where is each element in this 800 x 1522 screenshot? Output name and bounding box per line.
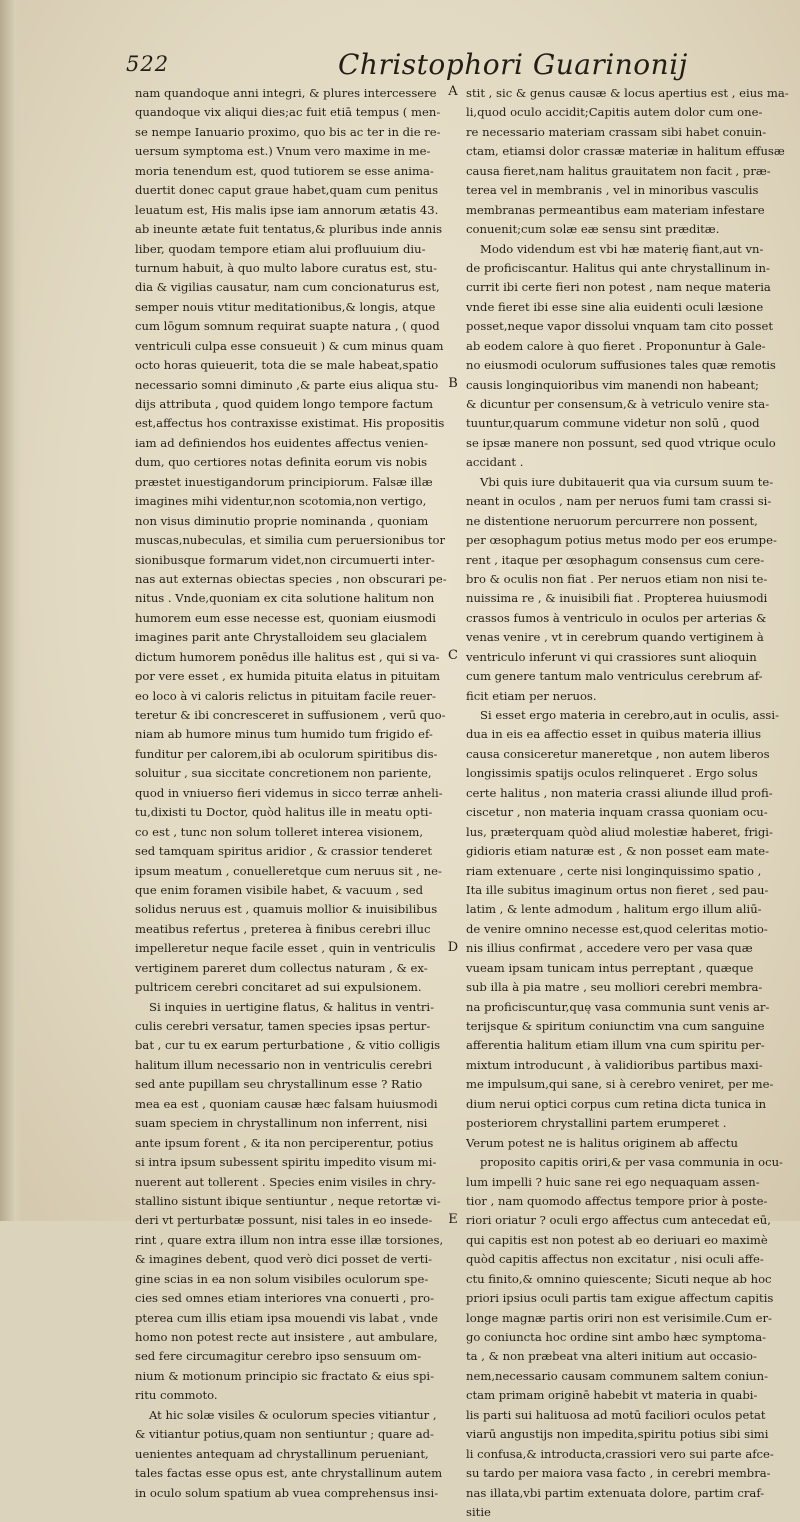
page-number: 522 <box>126 52 170 76</box>
text-line: nam quandoque anni integri, & plures intercessere <box>135 86 437 100</box>
text-line: necessario somni diminuto ,& parte eius aliqua stu- <box>135 377 439 392</box>
text-line: se ipsæ manere non possunt, sed quod vtrique oculo <box>466 435 776 450</box>
text-line: dium nerui optici corpus cum retina dicta tunica in <box>466 1096 767 1111</box>
text-line: crassos fumos à ventriculo in oculos per arterias & <box>466 610 767 625</box>
text-line: ctu finito,& omnino quiescente; Sicuti neque ab hoc <box>466 1271 772 1286</box>
text-line: go coniuncta hoc ordine sint ambo hæc symptoma- <box>466 1330 767 1344</box>
text-line: non visus diminutio proprie nominanda , quoniam <box>135 513 429 528</box>
text-line: proposito capitis oriri,& per vasa communia in ocu- <box>480 1155 783 1170</box>
text-line: culis cerebri versatur, tamen species ipsas pertur- <box>135 1019 431 1033</box>
text-line: meatibus refertus , preterea à finibus cerebri illuc <box>135 921 431 936</box>
text-line: ipsum meatum , conuelleretque cum neruus sit , ne- <box>135 863 442 878</box>
text-line: posteriorem chrystallini partem erumperet . <box>466 1116 727 1131</box>
binding-shadow <box>0 0 22 1221</box>
text-line: gine scias in ea non solum visibiles oculorum spe- <box>135 1271 429 1286</box>
text-line: pultricem cerebri concitaret ad sui expulsionem. <box>135 980 422 995</box>
text-line: semper nouis vtitur meditationibus,& longis, atque <box>135 299 436 314</box>
text-line: re necessario materiam crassam sibi habet conuin- <box>466 124 767 139</box>
text-line: nas illata,vbi partim extenuata dolore, partim craf- <box>466 1485 765 1500</box>
text-line: currit ibi certe fieri non potest , nam neque materia <box>466 280 771 295</box>
text-line: Vbi quis iure dubitauerit qua via cursum suum te- <box>480 474 774 489</box>
text-line: riam extenuare , certe nisi longinquissimo spatio , <box>466 863 762 878</box>
text-line: ab eodem calore à quo fieret . Proponuntur à Gale- <box>466 338 766 353</box>
text-line: nis illius confirmat , accedere vero per vasa quæ <box>466 941 753 956</box>
text-line: stit , sic & genus causæ & locus apertius est , eius ma- <box>466 86 789 100</box>
text-line: se nempe Ianuario proximo, quo bis ac ter in die re- <box>135 124 441 139</box>
text-line: bat , cur tu ex earum perturbatione , & vitio colligis <box>135 1038 441 1053</box>
text-line: tuuntur,quarum commune videtur non solū , quod <box>466 416 760 431</box>
text-line: tior , nam quomodo affectus tempore prior à poste- <box>466 1193 768 1208</box>
text-line: membranas permeantibus eam materiam infestare <box>466 202 765 217</box>
text-line: imagines mihi videntur,non scotomia,non vertigo, <box>135 494 427 509</box>
text-line: posset,neque vapor dissolui vnquam tam cito posset <box>466 319 774 334</box>
text-line: niam ab humore minus tum humido tum frigido ef- <box>135 727 433 742</box>
right-text-column <box>466 84 789 1522</box>
text-line: nem,necessario causam communem saltem coniun- <box>466 1368 769 1383</box>
text-line: rint , quare extra illum non intra esse illæ torsiones, <box>135 1232 444 1247</box>
text-line: afferentia halitum etiam illum vna cum spiritu per- <box>466 1038 765 1053</box>
text-line: leuatum est, His malis ipse iam annorum ætatis 43. <box>135 202 439 217</box>
text-line: nitus . Vnde,quoniam ex cita solutione halitum non <box>135 591 435 606</box>
text-line: nium & motionum principio sic fractato & eius spi- <box>135 1368 435 1383</box>
text-line: ciscetur , non materia inquam crassa quoniam ocu- <box>466 805 768 820</box>
text-line: me impulsum,qui sane, si à cerebro veniret, per me- <box>466 1077 774 1092</box>
text-line: Si esset ergo materia in cerebro,aut in oculis, assi- <box>480 708 780 722</box>
text-line: co est , tunc non solum tolleret interea visionem, <box>135 824 424 839</box>
text-line: que enim foramen visibile habet, & vacuum , sed <box>135 882 424 897</box>
text-line: dua in eis ea affectio esset in quibus materia illius <box>466 727 762 742</box>
margin-letter: B <box>448 375 458 391</box>
text-line: deri vt perturbatæ possunt, nisi tales in eo insede- <box>135 1213 433 1228</box>
text-line: & imagines debent, quod verò dici posset de verti- <box>135 1252 433 1267</box>
text-line: lis parti sui halituosa ad motū faciliori oculos petat <box>466 1407 766 1422</box>
text-line: humorem eum esse necesse est, quoniam eiusmodi <box>135 610 436 625</box>
text-line: terijsque & spiritum coniunctim vna cum sanguine <box>466 1019 765 1033</box>
text-line: & dicuntur per consensum,& à vetriculo venire sta- <box>466 397 770 411</box>
text-line: ab ineunte ætate fuit tentatus,& pluribus inde annis <box>135 222 443 237</box>
text-line: imagines parit ante Chrystalloidem seu glacialem <box>135 630 427 645</box>
text-line: sub illa à pia matre , seu molliori cerebri membra- <box>466 980 763 995</box>
text-line: homo non potest recte aut insistere , aut ambulare, <box>135 1330 438 1344</box>
text-line: funditur per calorem,ibi ab oculorum spiritibus dis- <box>135 746 438 761</box>
text-line: dum, quo certiores notas definita eorum vis nobis <box>135 455 428 470</box>
text-line: est,affectus hos contraxisse existimat. His propositis <box>135 416 445 431</box>
text-line: neant in oculos , nam per neruos fumi tam crassi si- <box>466 494 772 509</box>
running-head: Christophori Guarinonij <box>338 48 688 81</box>
text-line: impelleretur neque facile esset , quin in ventriculis <box>135 941 436 956</box>
text-line: eo loco à vi caloris relictus in pituitam facile reuer- <box>135 688 436 703</box>
text-line: venas venire , vt in cerebrum quando vertiginem à <box>466 630 764 645</box>
text-line: moria tenendum est, quod tutiorem se esse anima- <box>135 163 434 178</box>
text-line: ritu commoto. <box>135 1388 218 1403</box>
text-line: accidant . <box>466 455 524 470</box>
text-line: mixtum introducunt , à validioribus partibus maxi- <box>466 1057 763 1072</box>
bleed-through <box>500 1172 740 1190</box>
text-line: soluitur , sua siccitate concretionem non pariente, <box>135 766 432 781</box>
text-line: gidioris etiam naturæ est , & non posset eam mate- <box>466 844 770 859</box>
text-line: cies sed omnes etiam interiores vna conuerti , pro- <box>135 1291 435 1306</box>
text-line: quandoque vix aliqui dies;ac fuit etiā tempus ( men- <box>135 105 441 120</box>
text-line: præstet inuestigandorum principiorum. Falsæ illæ <box>135 474 433 489</box>
text-line: causa consiceretur maneretque , non autem liberos <box>466 746 770 761</box>
text-line: quòd capitis affectus non excitatur , nisi oculi affe- <box>466 1252 764 1267</box>
text-line: terea vel in membranis , vel in minoribus vasculis <box>466 183 759 198</box>
text-line: lum impelli ? huic sane rei ego nequaquam assen- <box>466 1174 760 1189</box>
margin-letter: E <box>448 1212 458 1228</box>
text-line: teretur & ibi concresceret in suffusionem , verū quo- <box>135 708 446 722</box>
text-line: halitum illum necessario non in ventriculis cerebri <box>135 1057 432 1072</box>
text-line: sitie <box>466 1504 491 1519</box>
text-line: sionibusque formarum videt,non circumuerti inter- <box>135 552 435 567</box>
text-line: ta , & non præbeat vna alteri initium aut occasio- <box>466 1349 757 1364</box>
text-line: ventriculo inferunt vi qui crassiores sunt alioquin <box>466 649 757 664</box>
text-line: tu,dixisti tu Doctor, quòd halitus ille in meatu opti- <box>135 805 433 820</box>
text-line: ctam primam originē habebit vt materia in quabi- <box>466 1388 758 1403</box>
text-line: riori oriatur ? oculi ergo affectus cum antecedat eū, <box>466 1213 771 1228</box>
text-line: dia & vigilias causatur, nam cum concionaturus est, <box>135 280 440 295</box>
text-line: no eiusmodi oculorum suffusiones tales quæ remotis <box>466 358 776 373</box>
text-line: ante ipsum forent , & ita non perciperentur, potius <box>135 1135 434 1150</box>
text-line: de proficiscantur. Halitus qui ante chrystallinum in- <box>466 260 770 275</box>
text-line: per œsophagum potius metus modo per eos erumpe- <box>466 533 777 548</box>
text-line: iam ad definiendos hos euidentes affectus venien- <box>135 435 428 450</box>
text-line: su tardo per maiora vasa facto , in cerebri membra- <box>466 1466 771 1481</box>
text-line: quod in vniuerso fieri videmus in sicco terræ anheli- <box>135 785 443 800</box>
text-line: causa fieret,nam halitus grauitatem non facit , præ- <box>466 163 771 178</box>
text-line: priori ipsius oculi partis tam exigue affectum capitis <box>466 1291 774 1306</box>
text-line: rent , itaque per œsophagum consensus cum cere- <box>466 552 765 567</box>
text-line: & vitiantur potius,quam non sentiuntur ; quare ad- <box>135 1427 434 1442</box>
text-line: por vere esset , ex humida pituita elatus in pituitam <box>135 669 441 684</box>
text-line: octo horas quieuerit, tota die se male habeat,spatio <box>135 358 439 373</box>
text-line: nas aut externas obiectas species , non obscurari pe- <box>135 571 447 586</box>
text-line: conuenit;cum solæ eæ sensu sint præditæ. <box>466 222 720 237</box>
text-line: nuerent aut tollerent . Species enim visiles in chry- <box>135 1174 436 1189</box>
text-line: certe halitus , non materia crassi aliunde illud profi- <box>466 785 773 800</box>
text-line: solidus neruus est , quamuis mollior & inuisibilibus <box>135 902 438 917</box>
text-line: sed tamquam spiritus aridior , & crassior tenderet <box>135 844 433 859</box>
text-line: li,quod oculo accidit;Capitis autem dolor cum one- <box>466 105 763 120</box>
text-line: dictum humorem ponēdus ille halitus est , qui si va- <box>135 649 440 664</box>
text-line: longe magnæ partis oriri non est verisimile.Cum er- <box>466 1310 772 1325</box>
text-line: cum lōgum somnum requirat suapte natura , ( quod <box>135 319 440 334</box>
text-line: mea ea est , quoniam causæ hæc falsam huiusmodi <box>135 1096 438 1111</box>
text-line: in oculo solum spatium ab vuea comprehensus insi- <box>135 1485 439 1500</box>
text-line: cum genere tantum malo ventriculus cerebrum af- <box>466 669 763 684</box>
margin-letters <box>444 84 462 1228</box>
text-line: Modo videndum est vbi hæ materię fiant,aut vn- <box>480 241 764 256</box>
text-line: Verum potest ne is halitus originem ab affectu <box>466 1135 738 1150</box>
text-line: stallino sistunt ibique sentiuntur , neque retortæ vi- <box>135 1193 441 1208</box>
text-line: viarū angustijs non impedita,spiritu potius sibi simi <box>466 1427 769 1442</box>
text-line: dijs attributa , quod quidem longo tempore factum <box>135 397 433 411</box>
text-line: suam speciem in chrystallinum non inferrent, nisi <box>135 1116 428 1131</box>
text-line: si intra ipsum subessent spiritu impedito visum mi- <box>135 1155 437 1170</box>
margin-letter: D <box>447 939 459 955</box>
text-line: lus, præterquam quòd aliud molestiæ haberet, frigi- <box>466 824 773 839</box>
text-line: longissimis spatijs oculos relinqueret . Ergo solus <box>466 766 758 781</box>
text-line: duertit donec caput graue habet,quam cum penitus <box>135 183 439 198</box>
text-line: turnum habuit, à quo multo labore curatus est, stu- <box>135 260 438 275</box>
text-line: vertiginem pareret dum collectus naturam , & ex- <box>135 960 428 975</box>
margin-letter: C <box>448 648 458 664</box>
text-line: bro & oculis non fiat . Per neruos etiam non nisi te- <box>466 571 768 586</box>
left-text-column <box>135 84 453 1503</box>
text-line: tales factas esse opus est, ante chrystallinum autem <box>135 1466 443 1481</box>
margin-letter: A <box>448 84 458 99</box>
page-header <box>0 0 800 90</box>
text-line: ctam, etiamsi dolor crassæ materiæ in halitum effusæ <box>466 144 785 159</box>
text-line: li confusa,& introducta,crassiori vero sui parte afce- <box>466 1446 774 1461</box>
text-line: ficit etiam per neruos. <box>466 688 597 703</box>
text-line: Ita ille subitus imaginum ortus non fieret , sed pau- <box>466 882 769 897</box>
text-line: ventriculi culpa esse consueuit ) & cum minus quam <box>135 338 444 353</box>
text-line: uenientes antequam ad chrystallinum perueniant, <box>135 1446 429 1461</box>
text-line: uersum symptoma est.) Vnum vero maxime in me- <box>135 144 431 159</box>
text-line: latim , & lente admodum , halitum ergo illum aliū- <box>466 902 762 917</box>
text-line: sed ante pupillam seu chrystallinum esse ? Ratio <box>135 1077 423 1092</box>
text-line: de venire omnino necesse est,quod celeritas motio- <box>466 921 768 936</box>
text-line: Si inquies in uertigine flatus, & halitus in ventri- <box>149 999 435 1014</box>
text-line: na proficiscuntur,quę vasa communia sunt venis ar- <box>466 999 770 1014</box>
text-line: qui capitis est non potest ab eo deriuari eo maximè <box>466 1232 768 1247</box>
text-line: liber, quodam tempore etiam alui profluuium diu- <box>135 241 426 256</box>
text-line: ne distentione neruorum percurrere non possent, <box>466 513 758 528</box>
text-line: causis longinquioribus vim manendi non habeant; <box>466 377 759 392</box>
text-line: At hic solæ visiles & oculorum species vitiantur , <box>149 1407 437 1422</box>
text-line: nuissima re , & inuisibili fiat . Propterea huiusmodi <box>466 591 768 606</box>
text-line: muscas,nubeculas, et similia cum peruersionibus tor <box>135 533 445 548</box>
text-line: pterea cum illis etiam ipsa mouendi vis labat , vnde <box>135 1310 438 1325</box>
text-line: sed fere circumagitur cerebro ipso sensuum om- <box>135 1349 422 1364</box>
text-line: vueam ipsam tunicam intus perreptant , quæque <box>466 960 754 975</box>
text-line: vnde fieret ibi esse sine alia euidenti oculi læsione <box>466 299 764 314</box>
